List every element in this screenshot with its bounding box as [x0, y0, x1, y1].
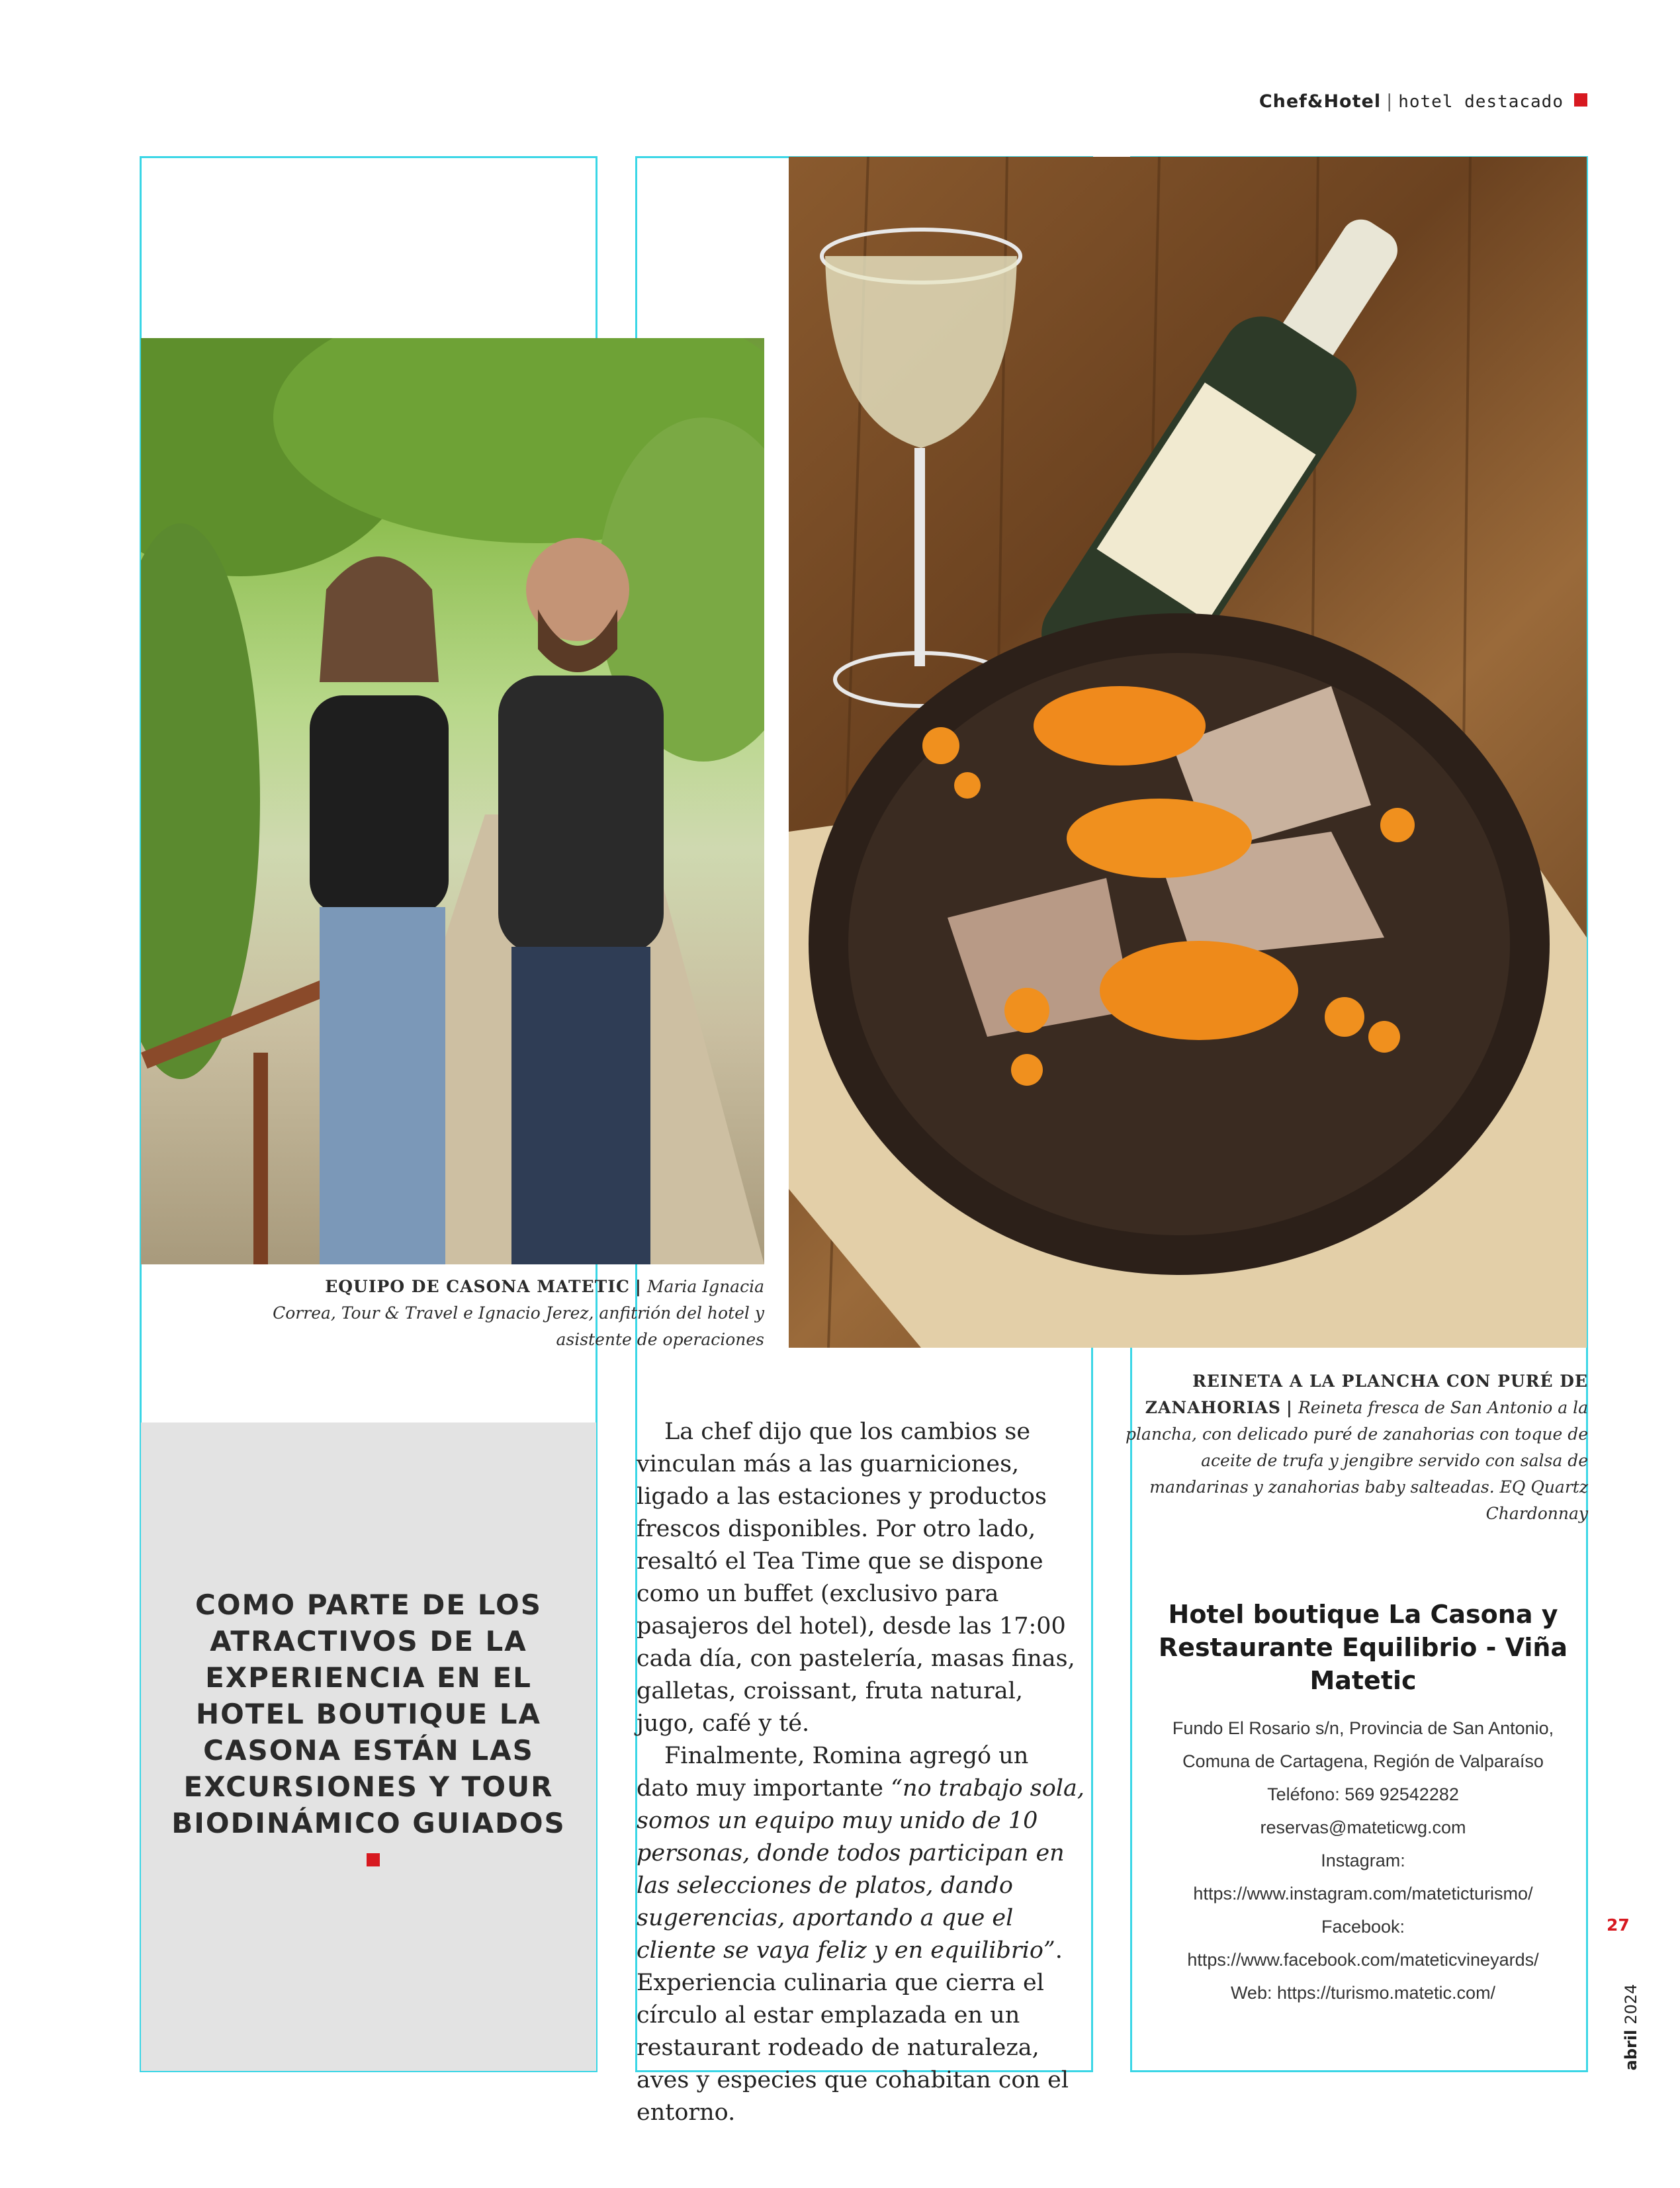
section-name: hotel destacado	[1398, 92, 1564, 112]
team-photo-illustration	[141, 338, 764, 1264]
red-square-icon	[1574, 93, 1587, 107]
team-caption-text: Maria Ignacia Correa, Tour & Travel e Ignacio Jerez, anfitrión del hotel y asistente de operaciones	[273, 1277, 764, 1349]
team-caption-separator: |	[635, 1277, 642, 1296]
page-number: 27	[1607, 1915, 1630, 1935]
article-body	[637, 1416, 1086, 2129]
pull-quote-box	[141, 1422, 596, 2071]
header-separator: |	[1386, 91, 1393, 112]
page-header	[1259, 91, 1587, 112]
issue-date	[1622, 1971, 1640, 2083]
info-instagram-label: Instagram:	[1321, 1851, 1405, 1870]
info-instagram-url: https://www.instagram.com/mateticturismo/	[1193, 1884, 1533, 1904]
hotel-info-block	[1141, 1598, 1585, 2009]
red-square-icon	[367, 1853, 380, 1866]
info-facebook-url: https://www.facebook.com/mateticvineyards/	[1187, 1950, 1539, 1970]
hotel-info-title: Hotel boutique La Casona y Restaurante Equilibrio - Viña Matetic	[1158, 1600, 1568, 1695]
chef-quote: “no trabajo sola, somos un equipo muy unido de 10 personas, donde todos participan en las selecciones de platos, dando sugerencias, aportando a que el cliente se vaya feliz y en equilibrio”	[637, 1775, 1084, 1964]
paragraph-2-start: Finalmente, Romina agregó un dato muy importante	[637, 1743, 1029, 1802]
team-caption-title: EQUIPO DE CASONA MATETIC	[325, 1277, 630, 1296]
dish-photo-caption	[1125, 1368, 1588, 1527]
team-photo	[141, 338, 764, 1264]
issue-year: 2024	[1622, 1984, 1640, 2025]
dish-photo	[789, 157, 1587, 1348]
dish-photo-illustration	[789, 157, 1587, 1348]
article-paragraph-2	[637, 1740, 1086, 2129]
info-facebook-label: Facebook:	[1321, 1917, 1405, 1937]
dish-caption-text: Reineta fresca de San Antonio a la plancha, con delicado puré de zanahorias con toque de aceite de trufa y jengibre servido con salsa de mandarinas y zanahorias baby salteadas. EQ Quartz Chardonnay	[1126, 1398, 1588, 1523]
info-phone: Teléfono: 569 92542282	[1267, 1784, 1459, 1804]
info-address-line-1: Fundo El Rosario s/n, Provincia de San Antonio,	[1172, 1718, 1554, 1738]
info-website: Web: https://turismo.matetic.com/	[1230, 1983, 1496, 2003]
issue-month: abril	[1622, 2029, 1640, 2071]
team-photo-caption	[265, 1274, 764, 1353]
magazine-brand: Chef&Hotel	[1259, 91, 1382, 112]
paragraph-2-end: . Experiencia culinaria que cierra el círculo al estar emplazada en un restaurant rodeado de naturaleza, aves y especies que cohabitan con el entorno.	[637, 1937, 1069, 2126]
pull-quote-text: COMO PARTE DE LOS ATRACTIVOS DE LA EXPERIENCIA EN EL HOTEL BOUTIQUE LA CASONA ESTÁN LAS EXCURSIONES Y TOUR BIODINÁMICO GUIADOS	[171, 1589, 566, 1839]
info-address-line-2: Comuna de Cartagena, Región de Valparaíso	[1182, 1751, 1544, 1771]
dish-caption-title: REINETA A LA PLANCHA CON PURÉ DE ZANAHORIAS	[1145, 1372, 1588, 1417]
pull-quote	[167, 1587, 570, 1878]
info-email: reservas@mateticwg.com	[1260, 1817, 1466, 1837]
article-paragraph-1: La chef dijo que los cambios se vinculan más a las guarniciones, ligado a las estaciones y productos frescos disponibles. Por otro lado, resaltó el Tea Time que se dispone como un buffet (exclusivo para pasajeros del hotel), desde las 17:00 cada día, con pastelería, masas finas, galletas, croissant, fruta natural, jugo, café y té.	[637, 1419, 1075, 1737]
dish-caption-separator: |	[1286, 1398, 1294, 1417]
